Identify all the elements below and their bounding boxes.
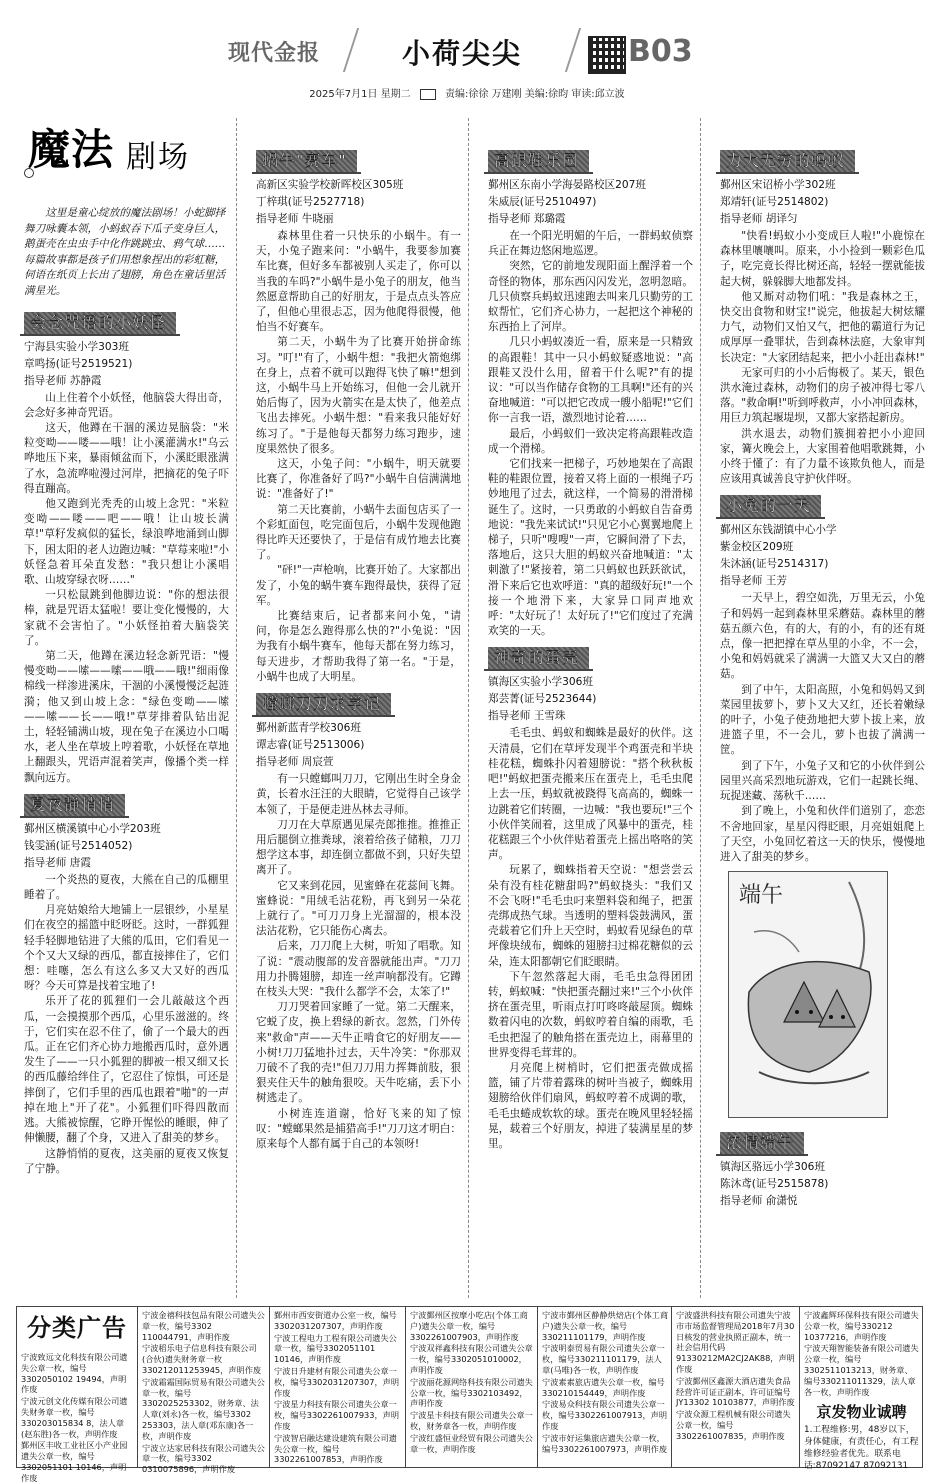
story-title-banner <box>720 150 855 172</box>
ad-entry: 宁波工程电力工程有限公司遗失公章一枚，编号3302051101 10146，声明作废 <box>274 1332 397 1365</box>
ad-entry: 宁波市鄞州区静静烘焙店(个体工商户)遗失公章一枚，编号330211101179，声明作废 <box>542 1310 669 1342</box>
story-paragraph: 一个炎热的夏夜，大熊在自己的瓜棚里睡着了。 <box>24 873 229 902</box>
ad-entry: 宁波众源工程机械有限公司遗失公章一枚，编号3302261007835，声明作废 <box>676 1409 791 1441</box>
column-divider <box>700 118 701 1298</box>
masthead-divider <box>565 28 581 72</box>
story-title: 高跟鞋乐园 <box>494 151 580 170</box>
ad-entry: 宁波双祥鑫科技有限公司遗失公章一枚，编号3302051010002，声明作废 <box>410 1343 533 1375</box>
masthead-divider <box>343 28 359 72</box>
ad-column <box>405 1307 537 1467</box>
ad-entry: 宁波鄞州区按摩小吃店(个体工商户)遗失公章一枚，编号3302261007903，声明作废 <box>410 1310 528 1342</box>
story-title: 会念咒语的小妖怪 <box>30 312 167 332</box>
masthead <box>0 14 934 84</box>
story-teacher: 指导老师 周宸萱 <box>256 756 334 769</box>
recruit-body: 1.工程维修:男，48岁以下，身体健康，有责任心，有工程维修经验者优先。联系电话:87092147 87092131 <box>804 1425 919 1472</box>
story-author: 章鸣扬(证号2519521) <box>24 357 133 370</box>
magic-title-big: 魔法 <box>28 125 115 174</box>
story-paragraph: 无家可归的小小后悔极了。某天，银色洪水淹过森林，动物们的房子被冲得七零八落。"救命啊!"听到呼救声，小小冲回森林，用巨力筑起堰堤坝，又都大家搭起新房。 <box>720 366 925 425</box>
story-paragraph: 乐开了花的狐狸们一会儿敲敲这个西瓜，一会摸摸那个西瓜，心里乐滋滋的。终于，它们实在忍不住了，偷了一个最大的西瓜。正在它们齐心协力地搬西瓜时，意外遇发生了——一只小狐狸的脚被一根又细又长的西瓜藤给绊住了，它忍住了惊惧，可还是摔倒了，它们手里的西瓜也跟着"啪"的一声掉在地上"开了花"。小狐狸们吓得四散而逃。大熊被惊醒，它睁开惺忪的睡眼，伸了伸懒腰，翻了个身，又进入了甜美的梦乡。 <box>24 995 229 1145</box>
zongzi-illustration-icon <box>729 872 887 1117</box>
ad-entry: 宁波星力科技有限公司遗失公章一枚，编号3302261007933，声明作废 <box>274 1399 400 1431</box>
ad-entry: 宁波星卡科技有限公司遗失公章一枚，财务章各一枚，声明作废 <box>410 1410 533 1431</box>
ad-entry: 宁波鄞州区鑫源大酒店遗失食品经营许可证正副本，许可证编号JY13302 10103877，声明作废 <box>676 1375 795 1408</box>
story-author: 朱威辰(证号2510497) <box>488 196 597 208</box>
story-title-banner <box>24 312 176 334</box>
column-divider <box>236 118 237 1298</box>
story-paragraph: 第二天，小蜗牛为了比赛开始拼命练习。"叮!"有了，小蜗牛想："我把火箭炮绑在身上，点着不就可以跑得飞快了嘛!"想到这，小蜗牛马上开始练习，但他一会儿就开始后悔了，因为火箭实在是太快了，他差点飞出去摔死。小蜗牛想："看来我只能好好练习了。"于是他每天都努力练习跑步，速度果然快了很多。 <box>256 336 461 455</box>
story-teacher: 指导老师 王雪珠 <box>488 710 566 723</box>
story-paragraph: 最后，小蚂蚁们一致决定将高跟鞋改造成一个滑梯。 <box>488 427 693 455</box>
story-school: 鄞州新蓝青学校306班 <box>256 722 361 735</box>
issue-date: 2025年7月1日 星期二 <box>309 89 411 100</box>
dragon-boat-drawing <box>728 871 888 1118</box>
editor-credits: 责编:徐徐 万建刚 美编:徐昀 审读:邱立波 <box>445 89 625 100</box>
story-paragraph: 后来，刀刀爬上大树，听知了唱歌。知了说："震动腹部的发音器就能出声。"刀刀用力扑腾翅膀，却连一丝声响都没有。它蹲在枝头大哭："我什么都学不会，太笨了!" <box>256 940 461 998</box>
story-paragraph: 一只松鼠跳到他脚边说："你的想法很棒，就是咒语太猛啦！要让变化慢慢的，大家就不会害怕了。"小妖怪拍着大脑袋笑了。 <box>24 589 229 647</box>
story-author: 陈沐鸢(证号2515878) <box>720 1178 829 1191</box>
story-paragraph: 它又来到花园，见蜜蜂在花蕊间飞舞。蜜蜂说："用绒毛沾花粉，再飞到另一朵花上就行了。"可刀刀身上光溜溜的，根本没法沾花粉，它只能伤心离去。 <box>256 879 461 938</box>
ad-column <box>17 1349 137 1483</box>
story-title-banner <box>24 794 125 816</box>
story-paragraph: 月亮爬上树梢时，它们把蛋壳做成摇篮，铺了片带着露珠的树叶当被子，蜘蛛用翅膀给伙伴们扇风，蚂蚁哼着不成调的歌，毛毛虫蜷成软软的球。蛋壳在晚风里轻轻摇晃，载着三个好朋友，掉进了装满星星的梦里。 <box>488 1061 693 1150</box>
ad-entry: 宁波丽花源网络科技有限公司遗失公章一枚，编号3302103492，声明作废 <box>410 1376 533 1409</box>
ad-entry: 宁波霜霜国际贸易有限公司遗失公章一枚，编号3302025253302，财务章、法人章(刘永)各一枚，编号3302 253303，法人章(邓东康)各一枚，声明作废 <box>142 1376 265 1441</box>
ad-column <box>671 1307 799 1467</box>
story-author: 朱沐涵(证号2514317) <box>720 558 829 571</box>
story-paragraph: 月亮姑娘给大地铺上一层银纱，小星星们在夜空的摇篮中眨呀眨。这时，一群狐狸轻手轻脚地钻进了大熊的瓜田，它们看见一个个又大又绿的西瓜，都直接摔住了，它们想：哇噻，怎么有这么多又大又好的西瓜呀？今天可算是找着宝地了! <box>24 904 229 993</box>
story-paragraph: 这静悄悄的夏夜，这美丽的夏夜又恢复了宁静。 <box>24 1147 229 1175</box>
story-school: 鄞州区宋诏桥小学302班 <box>720 179 836 191</box>
column-3 <box>488 142 693 1152</box>
story-teacher: 指导老师 俞潇悦 <box>720 1195 798 1208</box>
ad-column <box>799 1307 922 1472</box>
ad-entry: 宁波智启融达建设建筑有限公司遗失公章一枚，编号3302261007853，声明作废 <box>274 1432 397 1465</box>
story-author: 谭志睿(证号2513006) <box>256 739 365 752</box>
story-paragraph: 毛毛虫、蚂蚁和蜘蛛是最好的伙伴。这天清晨，它们在草坪发现半个鸡蛋壳和半块桂花糕，蜘蛛扑闪着翅膀说："搭个秋秋板吧!"蚂蚁把蛋壳搬来压在蛋壳上，毛毛虫爬上去一压，蚂蚁就被跷得飞高高的，蜘蛛一边跳着它们转圈，一边喊："我也要玩!"三个小伙伴笑闹着，这里成了风暴中的蛋壳，桂花糕跟三个小伙伴贴着蛋壳上摇出咯咯的笑声。 <box>488 727 693 862</box>
story-paragraph: 下午忽然落起大雨，毛毛虫急得团团转，蚂蚁喊："快把蛋壳翻过来!"三个小伙伴挤在蛋壳里，听雨点打叮咚咚敲屋顶。蜘蛛数着闪电的次数，蚂蚁哼着自编的雨歌，毛毛虫把湿了的触角搭在蛋壳边上，雨幕里的世界变得毛茸茸的。 <box>488 970 693 1059</box>
story-paragraph: 刀刀在大草原遇见屎壳郎推推。推推正用后腿倒立推粪球，滚着给孩子储粮，刀刀想学这本事，却连倒立都做不到，只好失望离开了。 <box>256 818 461 877</box>
story-title-banner <box>720 495 821 517</box>
story-paragraph: 突然，它的前地发现阳面上醒浮着一个奇怪的物体，那东西闪闪发光，忽明忽暗。几只侦察兵蚂蚁迅速跑去叫来几只勤劳的工蚁帮忙，它们齐心协力，一起把这个神秘的东西抬上了河岸。 <box>488 260 693 334</box>
story-school: 镇海区骆远小学306班 <box>720 1161 825 1174</box>
story-teacher: 指导老师 郑璐霞 <box>488 213 566 225</box>
story-title-banner <box>256 150 357 172</box>
story-school: 宁海县实验小学303班 <box>24 340 129 353</box>
story-paragraph: "砰!"一声枪响，比赛开始了。大家都出发了，小兔的蜗牛赛车跑得最快，获得了冠军。 <box>256 564 461 607</box>
story-title: 力大无穷的蚂蚁 <box>726 151 846 170</box>
ad-entry: 宁波素素旅店遗失公章一枚，编号330210154449，声明作废 <box>542 1376 665 1398</box>
story-paragraph: "快看!蚂蚁小小变成巨人啦!"小鹿惊在森林里嚷嚷叫。原来，小小捡到一颗彩色瓜子，吃完竟长得比树还高，轻轻一摆就能拔起大树，躲躲脚大地都发抖。 <box>720 230 925 288</box>
intro-text: 这里是童心绽放的魔法剧场！小蛇脚择舞刀咏囊本领，小蚂蚁吞下瓜子变身巨人，鹅蛋壳在虫虫手中化作跳跳虫、鸦气球……每篇故事都是孩子们用想象捏出的彩虹糖，伺语在纸页上长出了翅膀，角色在童话里活满星光。 <box>24 207 226 297</box>
ad-column <box>269 1307 405 1467</box>
ad-entry: 宁波致远文化科技有限公司遗失公章一枚，编号3302050102 19494，声明作废 <box>21 1352 128 1395</box>
ad-entry: 宁波红盛恒业经贸有限公司遗失公章一枚，声明作废 <box>410 1432 533 1454</box>
drawing-caption: 端午 <box>739 883 784 909</box>
recruit-title: 京发物业诚聘 <box>816 1403 907 1422</box>
story-author: 丁梓琪(证号2527718) <box>256 196 365 208</box>
story-teacher: 指导老师 胡译匀 <box>720 213 798 225</box>
ad-entry: 宁波易众科技有限公司遗失公章一枚，编号3302261007913，声明作废 <box>542 1399 668 1431</box>
story-teacher: 指导老师 王芳 <box>720 575 787 588</box>
story-paragraph: 山上住着个小妖怪，他脑袋大得出奇，会念好多神奇咒语。 <box>24 391 229 419</box>
story-paragraph: 洪水退去，动物们簇拥着把小小迎回家，篝火晚会上，大家围着他唱歌跳舞，小小终于懂了：有了力量不该欺负他人，而是应该用真诚善良守护伙伴呀。 <box>720 427 925 486</box>
story-paragraph: 它们找来一把梯子，巧妙地架在了高跟鞋的鞋跟位置，接着又将上面的一根绳子巧妙地甩了过去，就这样，一个简易的滑滑梯诞生了。这时，一只勇敢的小蚂蚁自告奋勇地说："我先来试试!"只见它小心翼翼地爬上梯子，只听"嗖嗖"一声，它瞬间滑了下去，落地后，这只大胆的蚂蚁兴奋地喊道："太刺激了!"紧接着，第二只蚂蚁也跃跃欲试，滑下来后它也欢呼道："真的超级好玩!"一个接一个地滑下来，大家异口同声地欢呼："太好玩了！太好玩了!"它们度过了充满欢笑的一天。 <box>488 458 693 638</box>
story-paragraph: 有一只螳螂叫刀刀，它刚出生时全身金黄，长着水汪汪的大眼睛，它觉得自己该学本领了，于是便走进丛林去寻师。 <box>256 773 461 816</box>
ad-entry: 宁波稻乐电子信息科技有限公司(合伙)遗失财务章一枚330212011253945，声明作废 <box>142 1343 262 1375</box>
ad-entry: 宁波元创文化传媒有限公司遗失财务章一枚，编号330203015834 8，法人章(赵东胜)各一枚，声明作废 <box>21 1396 128 1439</box>
story-teacher: 指导老师 唐霞 <box>24 856 91 869</box>
story-school: 鄞州区横溪镇中心小学203班 <box>24 822 161 835</box>
newspaper-name: 现代金报 <box>228 41 321 66</box>
story-class: 紫金校区209班 <box>720 541 794 554</box>
story-paragraph: 到了晚上，小兔和伙伴们道别了，恋恋不舍地回家，星星闪得眨眼，月亮姐姐爬上了天空，小兔回忆着这一天的快乐，慢慢地进入了甜美的梦乡。 <box>720 805 925 863</box>
classified-ads <box>16 1306 923 1483</box>
story-title-banner <box>720 1132 804 1154</box>
magic-title-small: 剧场 <box>126 140 190 175</box>
story-paragraph: 小树连连道谢，恰好飞来的知了惊叹："螳螂果然是捕猎高手!"刀刀这才明白：原来每个人都有属于自己的本领呀! <box>256 1107 461 1150</box>
story-school: 镇海区实验小学306班 <box>488 676 593 689</box>
story-school: 鄞州区东南小学海晏路校区207班 <box>488 179 646 191</box>
story-paragraph: 这天，他蹲在干涸的溪边晃脑袋："米粒变呦——喽——哦！让小溪灌满水!"乌云哗地压下来，暴雨倾盆而下，小溪眨眼涨满了水，急流哗啦漫过河岸，把摘花的兔子吓得直蹦高。 <box>24 421 229 495</box>
ad-entry: 宁波日升建材有限公司遗失公章一枚，编号3302031207307，声明作废 <box>274 1365 400 1398</box>
story-title: 螳螂刀刀求学记 <box>262 694 382 714</box>
story-paragraph: 在一个阳光明媚的午后，一群蚂蚁侦察兵正在舞边悠闲地巡逻。 <box>488 230 693 258</box>
story-title: 神奇的蛋壳 <box>494 648 580 668</box>
ad-entry: 宁波天翔智能装备有限公司遗失公章一枚，编号3302511013213，财务章、编号330211011329，法人章各一枚，声明作废 <box>804 1343 919 1397</box>
column-2 <box>256 142 461 1152</box>
story-title: 浓情端午 <box>726 1133 795 1153</box>
story-paragraph: 第二天，他蹲在溪边轻念新咒语："慢慢变呦——嗦——嗦——哦——哦!"细雨像棉线一样渗进溪床，干涸的小溪慢慢泛起涟漪；他又到山坡上念："绿色变呦——嗦——嗦——长——哦!"草芽排着队钻出泥土，轻轻铺满山坡，现在兔子在溪边小口喝水，老人坐在草坡上哼着歌，小妖怪在草地上翻跟头，咒语声混着笑声，像播个类一样飘向远方。 <box>24 650 229 784</box>
page-number: B03 <box>628 34 693 69</box>
story-title: 夏夜静悄悄 <box>30 794 116 814</box>
ads-title: 分类广告 <box>27 1314 127 1342</box>
dateline <box>0 85 934 100</box>
story-paragraph: 比赛结束后，记者都来问小兔，"请问，你是怎么跑得那么快的?"小兔说："因为我有小蜗牛赛车，他每天都在努力练习，每天进步，才帮助我得了第一名。"于是，小蜗牛也成了大明星。 <box>256 610 461 683</box>
ad-column <box>537 1307 671 1467</box>
ad-entry: 宁波明泰贸易有限公司遗失公章一枚，编号330211101179，法人章(马唯)各一枚，声明作废 <box>542 1343 665 1375</box>
qr-code-icon <box>588 36 626 74</box>
story-paragraph: 刀刀哭着回家睡了一觉。第二天醒来，它蜕了皮，换上碧绿的新衣。忽然，门外传来"救命"声——天牛正啃食它的好朋友——小树!刀刀猛地扑过去，天牛冷笑："你那双刀破不了我的壳!"但刀刀用力挥舞前肢，狠狠夹住天牛的触角狠咬。天牛吃痛，丢下小树逃走了。 <box>256 1001 461 1105</box>
story-title-banner <box>256 693 391 715</box>
ad-entry: 鄞州市西安街道办公室一枚，编号3302031207307，声明作废 <box>274 1310 397 1331</box>
story-paragraph: 他又跑到光秃秃的山坡上念咒："米粒变呦——喽——吧——哦！让山坡长满草!"草籽发疯似的猛长，绿浪哗地涌到山脚下，困太阳的老人边跑边喊："草莓来啦!"小妖怪急着耳朵直发愁："我只想让小溪唱歌、山坡穿绿衣呀……" <box>24 497 229 586</box>
ad-entry: 鄞州区丰收工业社区小产业园遗失公章一枚，编号3302051101 10146，声明作废 <box>21 1440 128 1483</box>
ad-column <box>137 1307 269 1475</box>
story-title-banner <box>488 150 589 172</box>
ad-entry: 宁波立达家居科技有限公司遗失公章一枚，编号3302 0310075896，声明作废 <box>142 1442 265 1475</box>
story-paragraph: 几只小蚂蚁凑近一看，原来是一只精致的高跟鞋！其中一只小蚂蚁疑惑地说："高跟鞋又没什么用，留着干什么呢?"有的提议："可以当作储存食物的工具啊!"还有的兴奋地喊道："可以把它改成一艘小船呢!"它们你一言我一语，激烈地讨论着…… <box>488 336 693 425</box>
ad-entry: 宁波鑫辉环保科技有限公司遗失公章一枚，编号330212 10377216，声明作废 <box>804 1310 919 1342</box>
story-title-banner <box>488 647 589 669</box>
section-title: 小荷尖尖 <box>402 37 523 70</box>
ad-entry: 宁波市好运集旅店遗失公章一枚，编号3302261007973，声明作废 <box>542 1432 668 1454</box>
story-paragraph: 一天早上，碧空如洗，万里无云，小兔子和妈妈一起到森林里采蘑菇。森林里的蘑菇五颜六色，有的大，有的小，有的还有斑点，像一把把撑在草丛里的小伞，不一会，小兔和妈妈就采了满满一大篮又大又白的蘑菇。 <box>720 592 925 681</box>
story-paragraph: 到了中午，太阳高照，小兔和妈妈又到菜园里拔萝卜，萝卜又大又红，还长着嫩绿的叶子，小兔子使劲地把大萝卜拔上来，放进篮子里，不一会儿，萝卜也拔了满满一筐。 <box>720 683 925 757</box>
story-paragraph: 玩累了，蜘蛛指着天空说："想尝尝云朵有没有桂花糖甜吗?"蚂蚁挠头："我们又不会飞呀!"毛毛虫叼来塑料袋和绳子，把蛋壳绑成热气球。当透明的塑料袋鼓满风，蛋壳载着它们升上天空时，蚂蚁看见绿色的草坪像块绒布，蜘蛛的翅膀扫过棉花糖似的云朵，连太阳都朝它们眨眼睛。 <box>488 864 693 968</box>
story-paragraph: 第二天比赛前，小蜗牛去面包店买了一个彩虹面包，吃完面包后，小蜗牛发现他跑得比昨天还要快了，于是信有成竹地去比赛了。 <box>256 503 461 562</box>
story-teacher: 指导老师 牛晓丽 <box>256 213 334 225</box>
column-divider <box>468 118 469 1298</box>
story-school: 鄞州区东钱湖镇中心小学 <box>720 524 837 537</box>
paper-icon <box>420 89 436 100</box>
story-title: 小兔的一天 <box>726 496 812 516</box>
column-4 <box>720 142 925 1211</box>
story-school: 高新区实验学校新晖校区305班 <box>256 179 404 191</box>
magic-theater-title <box>24 125 229 200</box>
story-paragraph: 他又厮对动物们吼："我是森林之王，快交出食物和财宝!"说完，他拔起大树炫耀力气，动物们又怕又气，把他的霸道行为记成厚厚一叠罪状，告到森林法庭，大象审判长决定："大家团结起来，把小小赶出森林!" <box>720 290 925 364</box>
ad-entry: 宁波金禧科技包品有限公司遗失公章一枚，编号3302 110044791，声明作废 <box>142 1310 265 1342</box>
story-author: 郑芸菁(证号2523644) <box>488 693 597 706</box>
story-paragraph: 这天，小兔子问："小蜗牛，明天就要比赛了，你准备好了吗?"小蜗牛自信满满地说："准备好了!" <box>256 458 461 501</box>
story-author: 郑靖轩(证号2514802) <box>720 196 829 208</box>
ad-entry: 宁波盛洪科技有限公司遗失宁波市市场监督管理局2018年7月30日核发的营业执照正副本，统一社会信用代码91330212MA2CJ2AK88，声明作废 <box>676 1310 795 1374</box>
story-paragraph: 森林里住着一只快乐的小蜗牛。有一天，小兔子跑来问："小蜗牛，我要参加赛车比赛，但好多车都被别人买走了，你可以当我的车吗?"小蜗牛是小兔子的朋友，他当然愿意帮助自己的好朋友，于是点点头答应了，但他心里很忐忑，因为他爬得很慢，他怕当不好赛车。 <box>256 230 461 334</box>
story-author: 钱雯涵(证号2514052) <box>24 839 133 852</box>
column-1 <box>24 125 229 1177</box>
story-title: 蜗牛"赛车" <box>262 151 347 170</box>
story-paragraph: 到了下午，小兔子又和它的小伙伴到公园里兴高采烈地玩游戏，它们一起跳长绳、玩捉迷藏、荡秋千…… <box>720 759 925 803</box>
story-teacher: 指导老师 苏静霞 <box>24 374 102 387</box>
